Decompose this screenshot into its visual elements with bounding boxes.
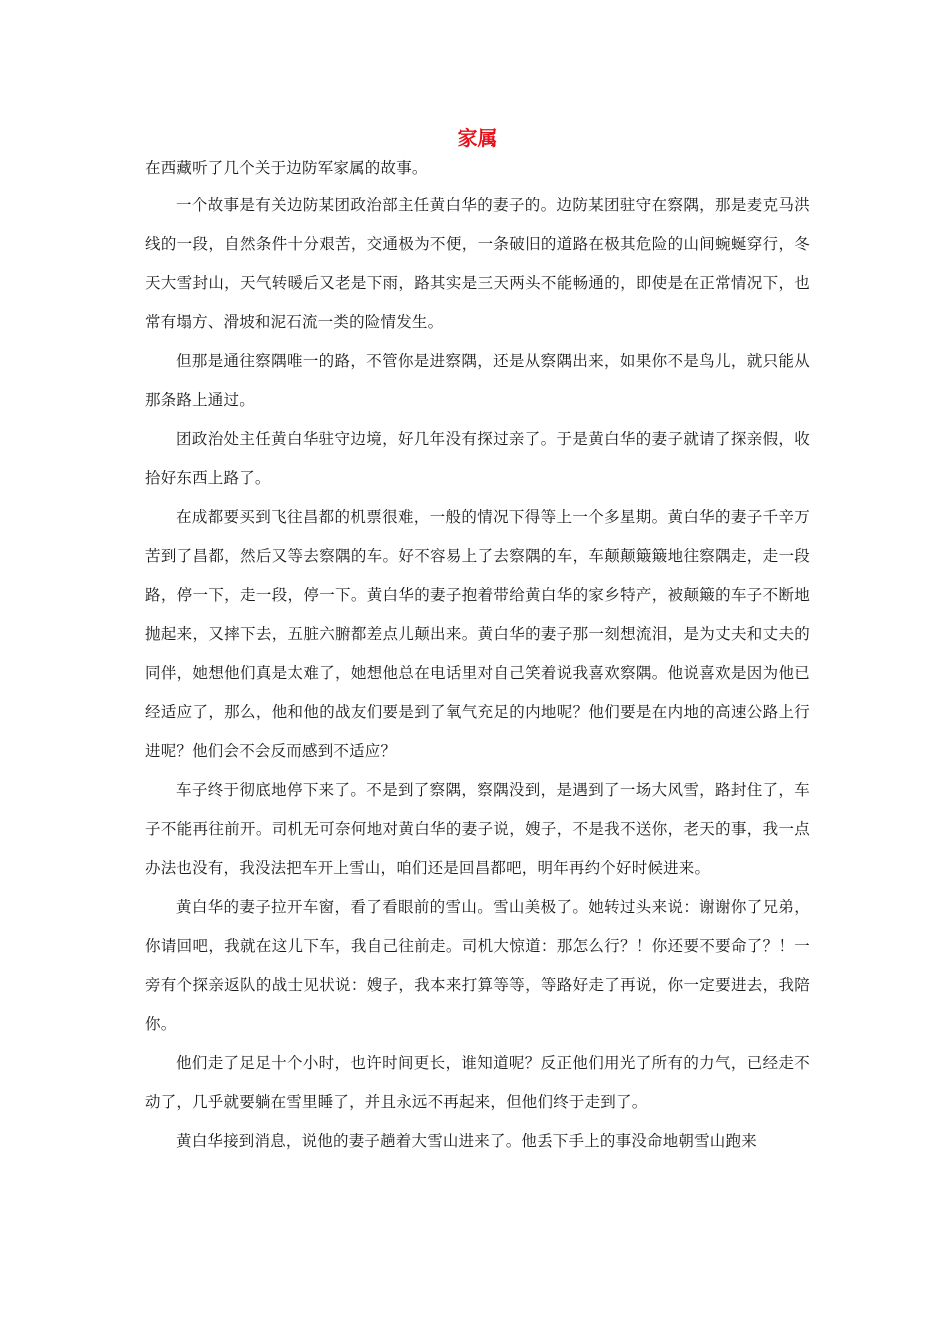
- intro-paragraph: 在西藏听了几个关于边防军家属的故事。: [145, 159, 428, 177]
- paragraph: 在成都要买到飞往昌都的机票很难，一般的情况下得等上一个多星期。黄白华的妻子千辛万苦到了昌都，然后又等去察隅的车。好不容易上了去察隅的车，车颠颠簸簸地往察隅走，走一段路，停一下，走一段，停一下。黄白华的妻子抱着带给黄白华的家乡特产，被颠簸的车子不断地抛起来，又摔下去，五脏六腑都差点儿颠出来。黄白华的妻子那一刻想流泪，是为丈夫和丈夫的同伴，她想他们真是太难了，她想他总在电话里对自己笑着说我喜欢察隅。他说喜欢是因为他已经适应了，那么，他和他的战友们要是到了氧气充足的内地呢？他们要是在内地的高速公路上行进呢？他们会不会反而感到不适应？: [145, 508, 810, 760]
- document-title: 家属: [457, 126, 498, 150]
- paragraph: 黄白华接到消息，说他的妻子趟着大雪山进来了。他丢下手上的事没命地朝雪山跑来: [176, 1132, 757, 1150]
- paragraph: 但那是通往察隅唯一的路，不管你是进察隅，还是从察隅出来，如果你不是鸟儿，就只能从那条路上通过。: [145, 352, 810, 409]
- paragraph: 团政治处主任黄白华驻守边境，好几年没有探过亲了。于是黄白华的妻子就请了探亲假，收拾好东西上路了。: [145, 430, 810, 487]
- paragraph: 他们走了足足十个小时，也许时间更长，谁知道呢？反正他们用光了所有的力气，已经走不动了，几乎就要躺在雪里睡了，并且永远不再起来，但他们终于走到了。: [145, 1054, 810, 1111]
- paragraph: 黄白华的妻子拉开车窗，看了看眼前的雪山。雪山美极了。她转过头来说：谢谢你了兄弟，你请回吧，我就在这儿下车，我自己往前走。司机大惊道：那怎么行？！你还要不要命了？！一旁有个探亲返队的战士见状说：嫂子，我本来打算等等，等路好走了再说，你一定要进去，我陪你。: [145, 898, 810, 1033]
- document-page: [145, 120, 810, 1161]
- paragraph: 车子终于彻底地停下来了。不是到了察隅，察隅没到，是遇到了一场大风雪，路封住了，车子不能再往前开。司机无可奈何地对黄白华的妻子说，嫂子，不是我不送你，老天的事，我一点办法也没有，我没法把车开上雪山，咱们还是回昌都吧，明年再约个好时候进来。: [145, 781, 810, 877]
- paragraph: 一个故事是有关边防某团政治部主任黄白华的妻子的。边防某团驻守在察隅，那是麦克马洪线的一段，自然条件十分艰苦，交通极为不便，一条破旧的道路在极其危险的山间蜿蜒穿行，冬天大雪封山，天气转暖后又老是下雨，路其实是三天两头不能畅通的，即使是在正常情况下，也常有塌方、滑坡和泥石流一类的险情发生。: [145, 196, 810, 331]
